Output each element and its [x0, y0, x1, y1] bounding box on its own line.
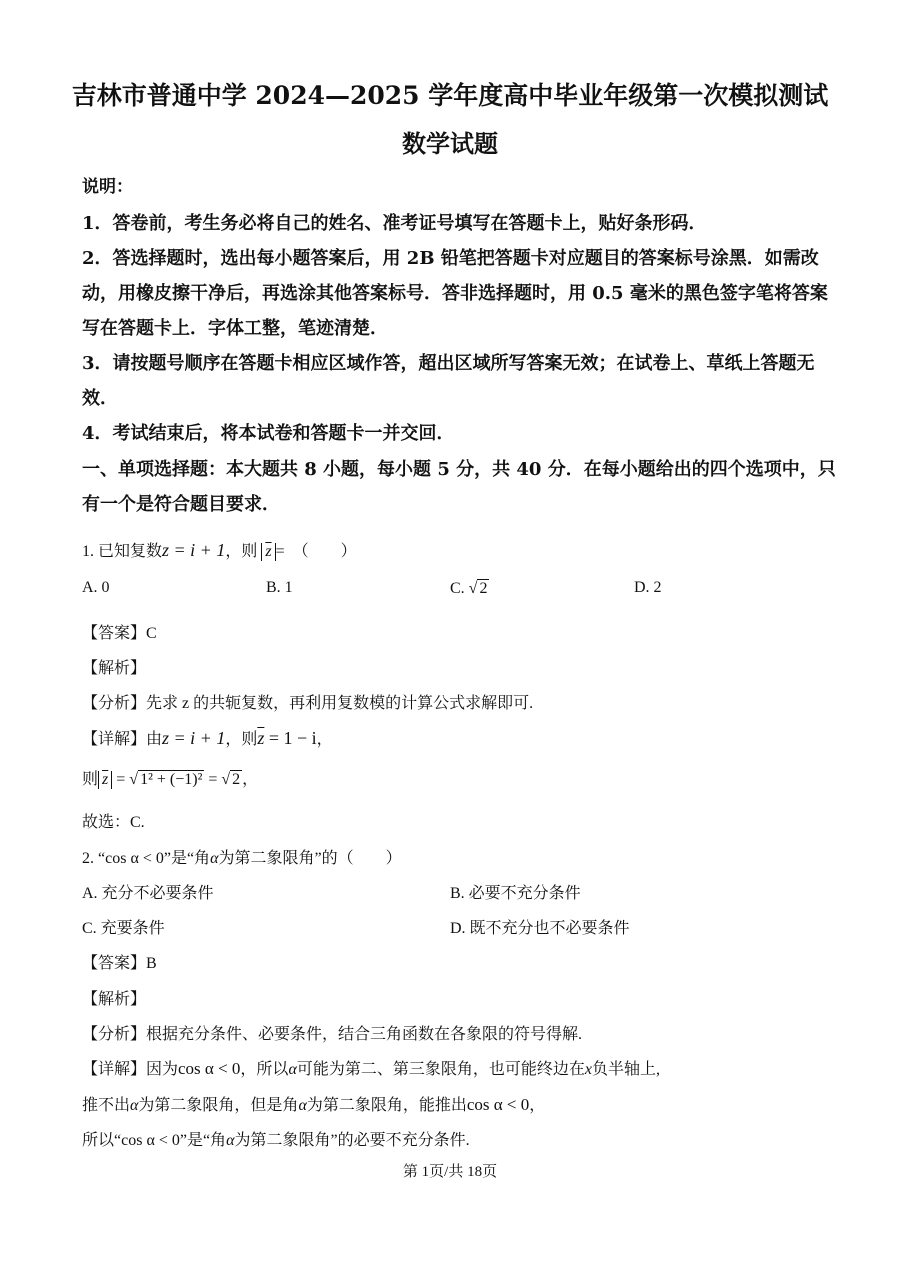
- q1-option-a: A. 0: [82, 579, 110, 596]
- instruction-3-line-1: 3．请按题号顺序在答题卡相应区域作答，超出区域所写答案无效；在试卷上、草纸上答题无: [82, 353, 815, 374]
- section-1-heading-line-1: 一、单项选择题：本大题共 8 小题，每小题 5 分，共 40 分．在每小题给出的四个选项中，只: [82, 459, 836, 480]
- section-1-heading-line-2: 有一个是符合题目要求．: [82, 494, 280, 515]
- q1-analysis-label: 【解析】: [82, 660, 147, 677]
- q2-option-c: C. 充要条件: [82, 920, 165, 937]
- q2-detail-line-1: 【详解】因为cos α < 0，所以α可能为第二、第三象限角，也可能终边在x负半轴上,: [82, 1059, 660, 1078]
- instructions-label: 说明：: [82, 177, 133, 197]
- exam-title: 吉林市普通中学 2024—2025 学年度高中毕业年级第一次模拟测试: [71, 81, 829, 110]
- q1-conclusion: 故选：C.: [82, 814, 145, 831]
- instruction-1: 1．答卷前，考生务必将自己的姓名、准考证号填写在答题卡上，贴好条形码．: [82, 213, 707, 234]
- q1-calculation: 则 $\overline{z}$ = √ 1² + (−1)² = √ 2 ，: [82, 771, 259, 788]
- q1-formula: z = i + 1: [162, 540, 226, 560]
- instruction-2-line-3: 写在答题卡上．字体工整，笔迹清楚．: [82, 318, 388, 339]
- q2-option-a: A. 充分不必要条件: [82, 885, 214, 902]
- q2-option-b: B. 必要不充分条件: [450, 885, 581, 902]
- q1-option-c: C. √ 2: [450, 580, 488, 597]
- exam-subtitle: 数学试题: [402, 129, 498, 158]
- question-2-stem: 2. “cos α < 0”是“角α为第二象限角”的（ ）: [82, 850, 402, 867]
- page-number: 第 1页/共 18页: [402, 1164, 498, 1180]
- q2-option-d: D. 既不充分也不必要条件: [450, 920, 630, 937]
- instruction-4: 4．考试结束后，将本试卷和答题卡一并交回．: [82, 423, 455, 444]
- q1-conjugate: $\overline{z}$: [265, 543, 272, 560]
- q2-answer: 【答案】B: [82, 955, 157, 972]
- q1-option-b: B. 1: [266, 579, 293, 596]
- q1-detail: 【详解】由z = i + 1，则$\overline{z} = 1 - i$，: [82, 728, 333, 748]
- instruction-2-line-2: 动，用橡皮擦干净后，再选涂其他答案标号．答非选择题时，用 0.5 毫米的黑色签字笔将答案: [82, 283, 828, 304]
- q1-fenxi: 【分析】先求 z 的共轭复数，再利用复数模的计算公式求解即可.: [82, 695, 534, 712]
- instruction-3-line-2: 效．: [82, 388, 118, 409]
- question-1-stem: 1. 已知复数z = i + 1，则 $\overline{z}$ = （ ）: [82, 540, 357, 560]
- q1-answer: 【答案】C: [82, 625, 157, 642]
- q1-option-d: D. 2: [634, 579, 662, 596]
- q2-detail-line-2: 推不出α为第二象限角，但是角α为第二象限角，能推出cos α < 0，: [82, 1095, 546, 1114]
- q2-analysis-label: 【解析】: [82, 991, 147, 1008]
- instruction-2-line-1: 2．答选择题时，选出每小题答案后，用 2B 铅笔把答题卡对应题目的答案标号涂黑．如需改: [82, 248, 819, 269]
- q2-fenxi: 【分析】根据充分条件、必要条件，结合三角函数在各象限的符号得解.: [82, 1026, 583, 1043]
- q2-detail-line-3: 所以“cos α < 0”是“角α为第二象限角”的必要不充分条件.: [82, 1132, 470, 1149]
